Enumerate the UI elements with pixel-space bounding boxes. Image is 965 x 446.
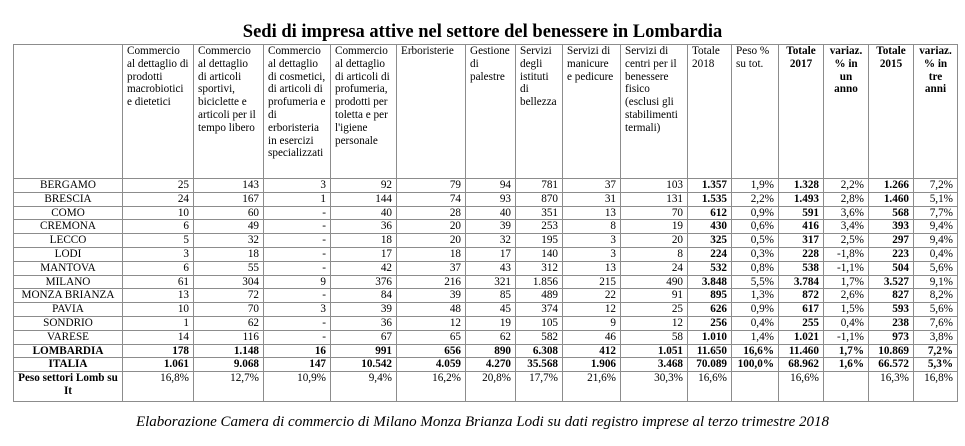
table-cell: 3.527	[869, 275, 914, 289]
table-cell: 2,6%	[824, 289, 869, 303]
table-cell: 2,2%	[732, 192, 779, 206]
column-header: Servizi degli istituti di bellezza	[516, 45, 563, 179]
table-cell: 255	[779, 316, 824, 330]
table-cell: 48	[397, 303, 466, 317]
table-cell: 1.328	[779, 179, 824, 193]
table-cell: 94	[466, 179, 516, 193]
table-cell: 19	[466, 316, 516, 330]
row-label: MONZA BRIANZA	[14, 289, 123, 303]
table-cell: 49	[194, 220, 264, 234]
table-cell: 1.535	[688, 192, 732, 206]
table-cell: 67	[331, 330, 397, 344]
table-cell: 7,2%	[914, 179, 958, 193]
table-cell: 0,3%	[732, 247, 779, 261]
table-row	[14, 303, 958, 317]
column-header: Totale 2018	[688, 45, 732, 179]
column-header: variaz. % in tre anni	[914, 45, 958, 179]
table-cell: 612	[688, 206, 732, 220]
column-header: Erboristerie	[397, 45, 466, 179]
table-cell: 312	[516, 261, 563, 275]
table-cell: 8	[563, 220, 621, 234]
table-cell: 20	[397, 234, 466, 248]
table-cell: 0,9%	[732, 206, 779, 220]
row-label: MILANO	[14, 275, 123, 289]
table-cell: 100,0%	[732, 358, 779, 372]
table-cell: 32	[466, 234, 516, 248]
table-cell: 3	[264, 179, 331, 193]
table-cell: 304	[194, 275, 264, 289]
table-cell: 0,4%	[824, 316, 869, 330]
row-label: LODI	[14, 247, 123, 261]
table-cell: 36	[331, 316, 397, 330]
table-cell: 14	[123, 330, 194, 344]
peso-row	[14, 372, 958, 402]
table-cell: 1,4%	[732, 330, 779, 344]
table-cell: 0,4%	[732, 316, 779, 330]
table-cell: 593	[869, 303, 914, 317]
table-cell: 70	[621, 206, 688, 220]
table-cell: 16,8%	[123, 372, 194, 402]
table-cell: 6	[123, 261, 194, 275]
table-cell	[824, 372, 869, 402]
table-cell: -	[264, 220, 331, 234]
table-cell: 5,1%	[914, 192, 958, 206]
total-row	[14, 358, 958, 372]
table-cell: 1.010	[688, 330, 732, 344]
table-cell: 2,5%	[824, 234, 869, 248]
table-cell: 79	[397, 179, 466, 193]
table-cell: 374	[516, 303, 563, 317]
table-cell: 489	[516, 289, 563, 303]
table-cell: 5	[123, 234, 194, 248]
table-cell: 70	[194, 303, 264, 317]
table-cell: 3	[563, 247, 621, 261]
table-cell: -1,1%	[824, 330, 869, 344]
table-row	[14, 330, 958, 344]
column-header: Servizi di centri per il benessere fisico (esclusi gli stabilimenti termali)	[621, 45, 688, 179]
table-cell: 18	[397, 247, 466, 261]
table-cell: 1.906	[563, 358, 621, 372]
table-cell: 1,7%	[824, 275, 869, 289]
table-cell: 40	[331, 206, 397, 220]
table-cell: 74	[397, 192, 466, 206]
table-cell: 13	[563, 261, 621, 275]
total-row	[14, 344, 958, 358]
table-cell: 11.460	[779, 344, 824, 358]
table-cell: 68.962	[779, 358, 824, 372]
table-cell: 178	[123, 344, 194, 358]
table-row	[14, 220, 958, 234]
table-cell: 9,4%	[914, 234, 958, 248]
table-cell: 195	[516, 234, 563, 248]
table-cell: 84	[331, 289, 397, 303]
row-label: MANTOVA	[14, 261, 123, 275]
table-cell: 16,6%	[732, 344, 779, 358]
table-cell: 7,7%	[914, 206, 958, 220]
row-label: ITALIA	[14, 358, 123, 372]
table-cell: 504	[869, 261, 914, 275]
table-cell: 532	[688, 261, 732, 275]
table-cell: 167	[194, 192, 264, 206]
table-cell: 62	[194, 316, 264, 330]
table-cell: 12	[397, 316, 466, 330]
column-header: Commercio al dettaglio di prodotti macrobiotici e dietetici	[123, 45, 194, 179]
table-cell: 1.266	[869, 179, 914, 193]
table-cell: 8	[621, 247, 688, 261]
table-cell: 591	[779, 206, 824, 220]
table-cell: 16,3%	[869, 372, 914, 402]
table-cell: 25	[621, 303, 688, 317]
table-cell: 18	[194, 247, 264, 261]
table-cell: 61	[123, 275, 194, 289]
table-cell: 10.869	[869, 344, 914, 358]
table-cell: -	[264, 316, 331, 330]
table-cell: 91	[621, 289, 688, 303]
table-cell: 10	[123, 303, 194, 317]
table-cell: 215	[563, 275, 621, 289]
table-cell: 890	[466, 344, 516, 358]
table-cell: 973	[869, 330, 914, 344]
table-cell: 7,2%	[914, 344, 958, 358]
table-cell: 376	[331, 275, 397, 289]
table-cell: 9.068	[194, 358, 264, 372]
table-body	[14, 179, 958, 402]
header-cell-empty	[14, 45, 123, 179]
table-cell: 93	[466, 192, 516, 206]
table-cell: 10	[123, 206, 194, 220]
row-label: LOMBARDIA	[14, 344, 123, 358]
table-cell: 1.061	[123, 358, 194, 372]
row-label: COMO	[14, 206, 123, 220]
table-cell: 223	[869, 247, 914, 261]
table-cell: 4.270	[466, 358, 516, 372]
table-cell: 1.856	[516, 275, 563, 289]
row-label: VARESE	[14, 330, 123, 344]
table-cell: 2,8%	[824, 192, 869, 206]
table-cell: 3,4%	[824, 220, 869, 234]
column-header: Gestione di palestre	[466, 45, 516, 179]
table-cell: 1.021	[779, 330, 824, 344]
table-cell: 216	[397, 275, 466, 289]
table-cell: 45	[466, 303, 516, 317]
table-cell: 55	[194, 261, 264, 275]
column-header: variaz. % in un anno	[824, 45, 869, 179]
table-cell: 5,6%	[914, 261, 958, 275]
table-cell: 105	[516, 316, 563, 330]
table-cell: 7,6%	[914, 316, 958, 330]
table-cell: 228	[779, 247, 824, 261]
table-cell: 3	[563, 234, 621, 248]
row-label: BRESCIA	[14, 192, 123, 206]
table-cell: 4.059	[397, 358, 466, 372]
table-cell: 0,6%	[732, 220, 779, 234]
table-cell: 46	[563, 330, 621, 344]
table-cell: 0,4%	[914, 247, 958, 261]
table-cell: 538	[779, 261, 824, 275]
table-cell: 238	[869, 316, 914, 330]
table-cell: 13	[123, 289, 194, 303]
table-cell: 144	[331, 192, 397, 206]
table-row	[14, 179, 958, 193]
table-cell: 617	[779, 303, 824, 317]
table-cell: 12	[563, 303, 621, 317]
table-cell: 582	[516, 330, 563, 344]
table-cell: 8,2%	[914, 289, 958, 303]
table-cell: 1.460	[869, 192, 914, 206]
table-cell: 0,8%	[732, 261, 779, 275]
column-header: Commercio al dettaglio di cosmetici, di articoli di profumeria e di erboristeria in esercizi specializzati	[264, 45, 331, 179]
table-cell: 12,7%	[194, 372, 264, 402]
table-cell: 21,6%	[563, 372, 621, 402]
table-row	[14, 261, 958, 275]
table-cell: 895	[688, 289, 732, 303]
table-cell: 5,5%	[732, 275, 779, 289]
table-cell: 28	[397, 206, 466, 220]
table-cell: 147	[264, 358, 331, 372]
table-cell: 325	[688, 234, 732, 248]
table-cell: -1,1%	[824, 261, 869, 275]
table-cell: 5,3%	[914, 358, 958, 372]
table-row	[14, 247, 958, 261]
table-cell: 3	[264, 303, 331, 317]
table-cell: 13	[563, 206, 621, 220]
table-cell: 10,9%	[264, 372, 331, 402]
table-cell: 30,3%	[621, 372, 688, 402]
row-label: CREMONA	[14, 220, 123, 234]
column-header: Servizi di manicure e pedicure	[563, 45, 621, 179]
table-cell: 70.089	[688, 358, 732, 372]
column-header: Totale 2017	[779, 45, 824, 179]
table-cell: 10.542	[331, 358, 397, 372]
table-cell: 65	[397, 330, 466, 344]
table-cell: 116	[194, 330, 264, 344]
page-title: Sedi di impresa attive nel settore del benessere in Lombardia	[242, 22, 723, 42]
table-cell: 19	[621, 220, 688, 234]
table-cell: 35.568	[516, 358, 563, 372]
table-cell: 11.650	[688, 344, 732, 358]
table-cell: 0,5%	[732, 234, 779, 248]
table-cell: 991	[331, 344, 397, 358]
table-cell: 781	[516, 179, 563, 193]
table-cell: 60	[194, 206, 264, 220]
table-cell: 1.148	[194, 344, 264, 358]
table-cell: 1	[123, 316, 194, 330]
table-cell: 1,6%	[824, 358, 869, 372]
table-cell: 39	[466, 220, 516, 234]
table-cell: 18	[331, 234, 397, 248]
table-cell: 17	[331, 247, 397, 261]
table-cell: 6	[123, 220, 194, 234]
table-cell: 37	[563, 179, 621, 193]
table-cell: 412	[563, 344, 621, 358]
table-row	[14, 275, 958, 289]
table-cell: 393	[869, 220, 914, 234]
table-cell: -	[264, 289, 331, 303]
data-table	[13, 44, 958, 402]
table-cell: -	[264, 206, 331, 220]
table-cell: 5,6%	[914, 303, 958, 317]
table-cell: 490	[621, 275, 688, 289]
table-cell: 32	[194, 234, 264, 248]
table-cell: 317	[779, 234, 824, 248]
table-cell: 85	[466, 289, 516, 303]
table-cell: 9,4%	[331, 372, 397, 402]
table-cell: 6.308	[516, 344, 563, 358]
column-header: Commercio al dettaglio di articoli sportivi, biciclette e articoli per il tempo libero	[194, 45, 264, 179]
table-cell: 1.051	[621, 344, 688, 358]
table-cell: 253	[516, 220, 563, 234]
table-cell	[732, 372, 779, 402]
table-row	[14, 192, 958, 206]
table-cell: 16	[264, 344, 331, 358]
table-cell: 3.784	[779, 275, 824, 289]
table-cell: 66.572	[869, 358, 914, 372]
table-cell: -	[264, 261, 331, 275]
table-cell: 16,2%	[397, 372, 466, 402]
table-row	[14, 316, 958, 330]
table-cell: 3,6%	[824, 206, 869, 220]
source-note: Elaborazione Camera di commercio di Milano Monza Brianza Lodi su dati registro imprese al terzo trimestre 2018	[135, 414, 830, 430]
table-cell: 1	[264, 192, 331, 206]
header-row	[14, 45, 958, 179]
table-cell: 20,8%	[466, 372, 516, 402]
table-cell: 1,5%	[824, 303, 869, 317]
table-cell: 297	[869, 234, 914, 248]
table-cell: 22	[563, 289, 621, 303]
table-cell: 1.493	[779, 192, 824, 206]
column-header: Peso % su tot.	[732, 45, 779, 179]
table-cell: 3.848	[688, 275, 732, 289]
table-cell: 1,7%	[824, 344, 869, 358]
table-cell: 16,8%	[914, 372, 958, 402]
table-cell: 17	[466, 247, 516, 261]
table-cell: 40	[466, 206, 516, 220]
table-cell: 62	[466, 330, 516, 344]
table-cell: 43	[466, 261, 516, 275]
table-cell: 16,6%	[779, 372, 824, 402]
table-cell: 24	[123, 192, 194, 206]
table-cell: 9	[264, 275, 331, 289]
table-cell: 3,8%	[914, 330, 958, 344]
table-cell: 20	[397, 220, 466, 234]
row-label: BERGAMO	[14, 179, 123, 193]
table-cell: 3	[123, 247, 194, 261]
table-cell: 20	[621, 234, 688, 248]
table-cell: 37	[397, 261, 466, 275]
table-cell: 1,9%	[732, 179, 779, 193]
table-cell: 31	[563, 192, 621, 206]
table-cell: 9,1%	[914, 275, 958, 289]
table-cell: 351	[516, 206, 563, 220]
table-cell: 656	[397, 344, 466, 358]
table-cell: -	[264, 330, 331, 344]
table-cell: 9	[563, 316, 621, 330]
table-cell: 36	[331, 220, 397, 234]
table-cell: 58	[621, 330, 688, 344]
table-cell: 72	[194, 289, 264, 303]
column-header: Totale 2015	[869, 45, 914, 179]
table-cell: 430	[688, 220, 732, 234]
table-cell: 568	[869, 206, 914, 220]
table-cell: 17,7%	[516, 372, 563, 402]
table-cell: 92	[331, 179, 397, 193]
table-cell: 143	[194, 179, 264, 193]
table-row	[14, 289, 958, 303]
table-cell: 140	[516, 247, 563, 261]
table-cell: 103	[621, 179, 688, 193]
table-cell: 872	[779, 289, 824, 303]
table-cell: 42	[331, 261, 397, 275]
table-cell: 24	[621, 261, 688, 275]
table-cell: 9,4%	[914, 220, 958, 234]
table-cell: 25	[123, 179, 194, 193]
table-cell: 626	[688, 303, 732, 317]
table-cell: 131	[621, 192, 688, 206]
table-cell: 39	[397, 289, 466, 303]
table-cell: 3.468	[621, 358, 688, 372]
table-row	[14, 234, 958, 248]
table-cell: 416	[779, 220, 824, 234]
row-label: SONDRIO	[14, 316, 123, 330]
table-cell: -1,8%	[824, 247, 869, 261]
table-cell: 827	[869, 289, 914, 303]
table-cell: 16,6%	[688, 372, 732, 402]
table-cell: 0,9%	[732, 303, 779, 317]
table-cell: 256	[688, 316, 732, 330]
table-cell: 2,2%	[824, 179, 869, 193]
table-cell: 321	[466, 275, 516, 289]
table-cell: 39	[331, 303, 397, 317]
row-label: Peso settori Lomb su It	[14, 372, 123, 402]
row-label: LECCO	[14, 234, 123, 248]
column-header: Commercio al dettaglio di articoli di profumeria, prodotti per toletta e per l'igiene personale	[331, 45, 397, 179]
table-row	[14, 206, 958, 220]
table-cell: 1.357	[688, 179, 732, 193]
row-label: PAVIA	[14, 303, 123, 317]
table-cell: 224	[688, 247, 732, 261]
table-cell: 12	[621, 316, 688, 330]
table-cell: 870	[516, 192, 563, 206]
table-cell: -	[264, 234, 331, 248]
table-cell: 1,3%	[732, 289, 779, 303]
table-cell: -	[264, 247, 331, 261]
